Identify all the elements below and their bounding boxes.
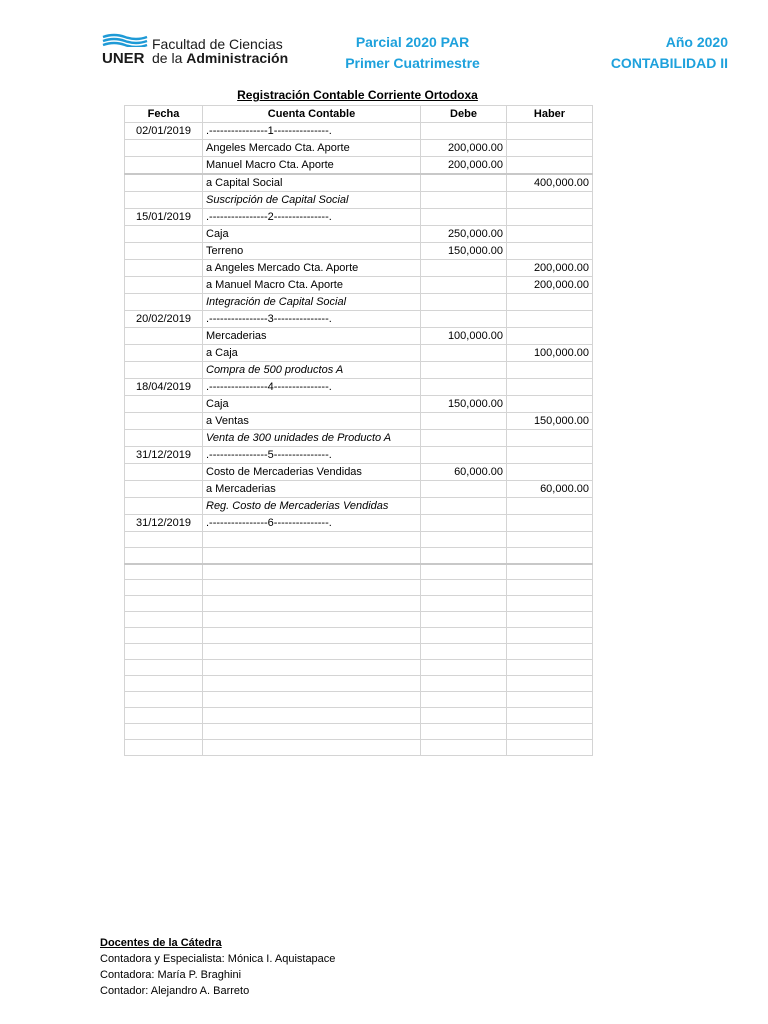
cuenta-cell: Venta de 300 unidades de Producto A [203,430,421,447]
debe-cell [421,430,507,447]
docente-line: Contadora: María P. Braghini [100,969,242,981]
haber-cell [507,515,593,532]
debe-cell [421,362,507,379]
fecha-cell [125,362,203,379]
uner-logo [100,33,290,69]
table-row [125,123,593,140]
table-row [125,209,593,226]
haber-cell [507,447,593,464]
cuenta-cell: a Capital Social [203,174,421,192]
haber-cell [507,226,593,243]
empty-row [125,532,593,548]
cuenta-cell: .----------------1---------------. [203,123,421,140]
debe-cell [421,345,507,362]
haber-cell [507,464,593,481]
debe-cell: 100,000.00 [421,328,507,345]
empty-row [125,724,593,740]
haber-cell [507,311,593,328]
exam-term: Primer Cuatrimestre [345,55,480,71]
table-row [125,260,593,277]
haber-cell [507,192,593,209]
haber-cell [507,328,593,345]
debe-cell [421,379,507,396]
haber-cell: 150,000.00 [507,413,593,430]
table-title: Registración Contable Corriente Ortodoxa [237,88,478,102]
table-row [125,157,593,175]
haber-cell [507,243,593,260]
fecha-cell [125,226,203,243]
exam-title: Parcial 2020 PAR [355,34,470,50]
empty-row [125,564,593,580]
table-row [125,294,593,311]
cuenta-cell: .----------------5---------------. [203,447,421,464]
empty-row [125,580,593,596]
logo-uner: UNER [102,50,145,67]
haber-cell [507,123,593,140]
docente-line: Contador: Alejandro A. Barreto [100,985,250,997]
logo-line2-prefix: de la [152,50,183,66]
wave-logo-icon [102,33,148,47]
table-row [125,379,593,396]
table-row [125,515,593,532]
debe-cell [421,294,507,311]
cuenta-cell: .----------------4---------------. [203,379,421,396]
haber-cell [507,396,593,413]
fecha-cell: 15/01/2019 [125,209,203,226]
fecha-cell: 20/02/2019 [125,311,203,328]
fecha-cell [125,260,203,277]
table-row [125,362,593,379]
debe-cell [421,515,507,532]
column-header-fecha: Fecha [125,106,203,123]
fecha-cell [125,430,203,447]
haber-cell [507,362,593,379]
fecha-cell: 31/12/2019 [125,447,203,464]
cuenta-cell: Reg. Costo de Mercaderias Vendidas [203,498,421,515]
table-row [125,447,593,464]
empty-row [125,740,593,756]
debe-cell: 150,000.00 [421,243,507,260]
fecha-cell [125,294,203,311]
cuenta-cell: a Manuel Macro Cta. Aporte [203,277,421,294]
fecha-cell [125,481,203,498]
haber-cell [507,157,593,175]
empty-row [125,644,593,660]
fecha-cell [125,174,203,192]
debe-cell [421,311,507,328]
table-row [125,498,593,515]
cuenta-cell: Suscripción de Capital Social [203,192,421,209]
debe-cell: 150,000.00 [421,396,507,413]
table-row [125,192,593,209]
debe-cell [421,209,507,226]
table-row [125,345,593,362]
fecha-cell [125,157,203,175]
fecha-cell [125,192,203,209]
cuenta-cell: a Angeles Mercado Cta. Aporte [203,260,421,277]
logo-faculty-line2 [152,50,288,66]
docente-line: Contadora y Especialista: Mónica I. Aquistapace [100,953,336,965]
table-row [125,277,593,294]
debe-cell [421,481,507,498]
empty-row [125,660,593,676]
fecha-cell [125,140,203,157]
logo-line2-bold: Administración [186,50,289,66]
cuenta-cell: Costo de Mercaderias Vendidas [203,464,421,481]
cuenta-cell: .----------------6---------------. [203,515,421,532]
haber-cell [507,209,593,226]
table-row [125,413,593,430]
empty-row [125,612,593,628]
table-row [125,311,593,328]
haber-cell [507,294,593,311]
debe-cell [421,447,507,464]
table-row [125,174,593,192]
debe-cell: 60,000.00 [421,464,507,481]
cuenta-cell: Integración de Capital Social [203,294,421,311]
debe-cell: 250,000.00 [421,226,507,243]
table-row [125,328,593,345]
ledger-table [124,105,593,756]
fecha-cell [125,396,203,413]
haber-cell: 100,000.00 [507,345,593,362]
haber-cell [507,140,593,157]
debe-cell [421,277,507,294]
subject-label: CONTABILIDAD II [610,55,728,71]
cuenta-cell: Mercaderias [203,328,421,345]
haber-cell: 60,000.00 [507,481,593,498]
table-row [125,464,593,481]
fecha-cell: 02/01/2019 [125,123,203,140]
table-row [125,396,593,413]
debe-cell [421,174,507,192]
empty-row [125,676,593,692]
fecha-cell [125,328,203,345]
empty-row [125,708,593,724]
debe-cell: 200,000.00 [421,157,507,175]
table-row [125,243,593,260]
cuenta-cell: Compra de 500 productos A [203,362,421,379]
fecha-cell [125,498,203,515]
table-row [125,430,593,447]
fecha-cell: 31/12/2019 [125,515,203,532]
cuenta-cell: .----------------3---------------. [203,311,421,328]
debe-cell [421,192,507,209]
cuenta-cell: Terreno [203,243,421,260]
cuenta-cell: a Caja [203,345,421,362]
fecha-cell: 18/04/2019 [125,379,203,396]
empty-row [125,628,593,644]
debe-cell [421,413,507,430]
column-header-haber: Haber [507,106,593,123]
table-header-row [125,106,593,123]
cuenta-cell: Caja [203,396,421,413]
cuenta-cell: a Mercaderias [203,481,421,498]
column-header-cuenta: Cuenta Contable [203,106,421,123]
docentes-title: Docentes de la Cátedra [100,937,222,949]
empty-row [125,692,593,708]
logo-faculty-line1: Facultad de Ciencias [152,36,283,52]
haber-cell: 200,000.00 [507,260,593,277]
column-header-debe: Debe [421,106,507,123]
fecha-cell [125,277,203,294]
cuenta-cell: Caja [203,226,421,243]
footer-docentes [100,935,335,999]
haber-cell: 400,000.00 [507,174,593,192]
haber-cell: 200,000.00 [507,277,593,294]
empty-row [125,548,593,564]
year-label: Año 2020 [665,34,728,50]
debe-cell: 200,000.00 [421,140,507,157]
table-row [125,481,593,498]
table-row [125,226,593,243]
cuenta-cell: a Ventas [203,413,421,430]
fecha-cell [125,413,203,430]
cuenta-cell: Manuel Macro Cta. Aporte [203,157,421,175]
fecha-cell [125,464,203,481]
debe-cell [421,123,507,140]
empty-row [125,596,593,612]
debe-cell [421,498,507,515]
haber-cell [507,498,593,515]
fecha-cell [125,345,203,362]
table-row [125,140,593,157]
haber-cell [507,430,593,447]
fecha-cell [125,243,203,260]
debe-cell [421,260,507,277]
cuenta-cell: Angeles Mercado Cta. Aporte [203,140,421,157]
haber-cell [507,379,593,396]
cuenta-cell: .----------------2---------------. [203,209,421,226]
